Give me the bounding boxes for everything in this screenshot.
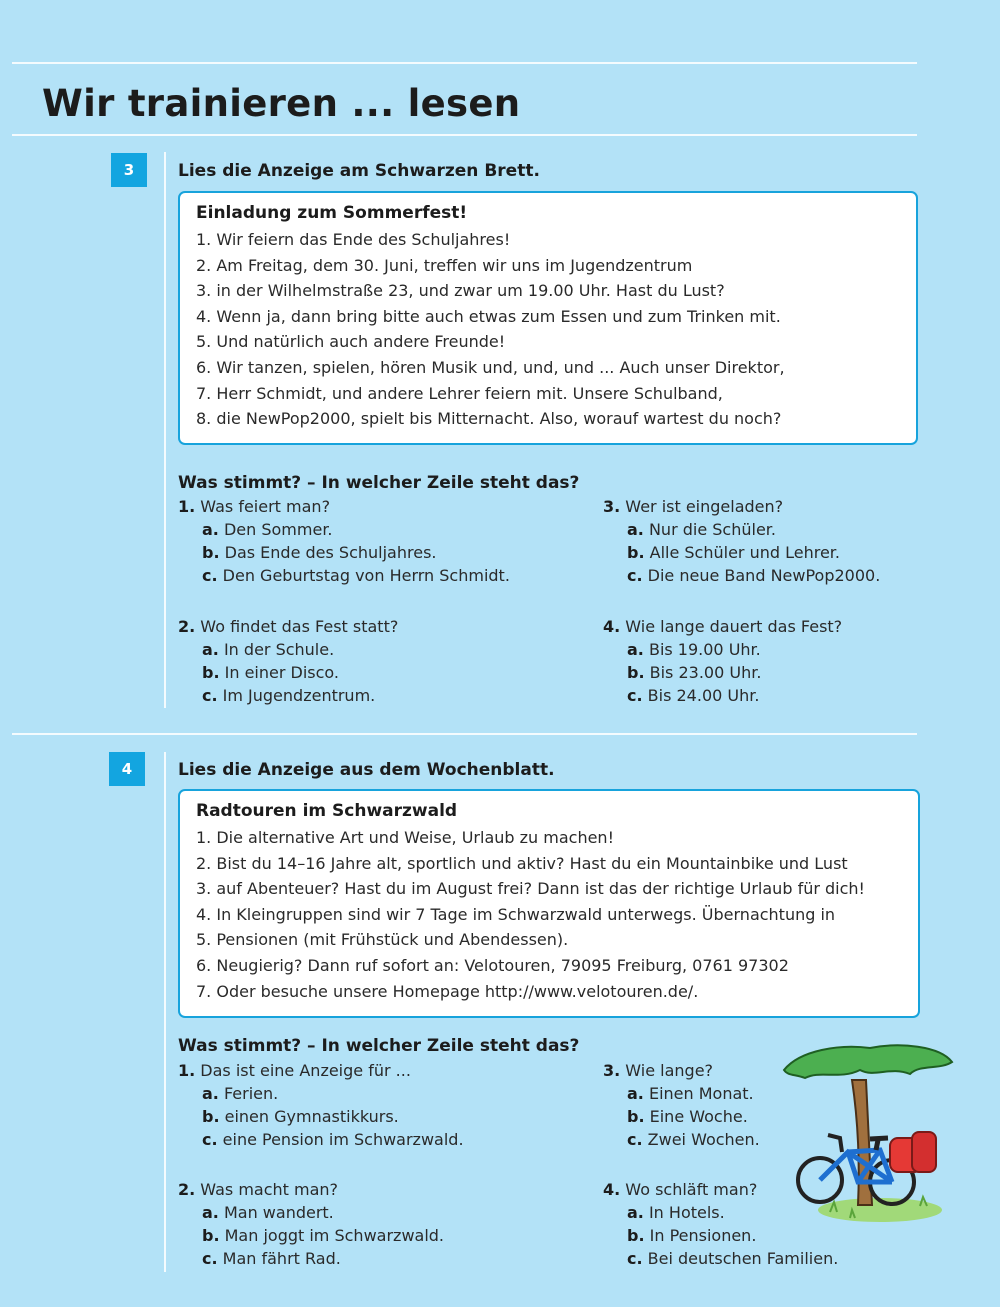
exercise-3-number-badge: 3 <box>111 153 147 187</box>
question-number: 2. <box>178 1180 196 1199</box>
answer-option-a[interactable]: a. Nur die Schüler. <box>627 520 776 539</box>
exercise-4-margin-line <box>164 752 166 1272</box>
exercise-4-notice-box <box>178 789 920 1018</box>
question-text: Wo schläft man? <box>620 1180 758 1199</box>
answer-option-b[interactable]: b. Das Ende des Schuljahres. <box>202 543 437 562</box>
question-text: Wie lange dauert das Fest? <box>620 617 843 636</box>
question-text: Wie lange? <box>620 1061 714 1080</box>
answer-option-a[interactable]: a. Bis 19.00 Uhr. <box>627 640 761 659</box>
page-title: Wir trainieren ... lesen <box>42 82 521 125</box>
exercise-3-question-2 <box>178 617 398 705</box>
answer-option-a[interactable]: a. In Hotels. <box>627 1203 725 1222</box>
answer-option-b[interactable]: b. einen Gymnastikkurs. <box>202 1107 399 1126</box>
section-divider <box>12 733 917 735</box>
notice-3-line-7: 7. Herr Schmidt, und andere Lehrer feiern mit. Unsere Schulband, <box>196 383 723 403</box>
answer-option-c[interactable]: c. Den Geburtstag von Herrn Schmidt. <box>202 566 510 585</box>
exercise-3-question-header: Was stimmt? – In welcher Zeile steht das? <box>178 473 580 493</box>
exercise-3-margin-line <box>164 152 166 708</box>
question-number: 4. <box>603 1180 621 1199</box>
question-text: Was feiert man? <box>195 497 331 516</box>
notice-3-line-5: 5. Und natürlich auch andere Freunde! <box>196 332 506 352</box>
notice-4-line-4: 4. In Kleingruppen sind wir 7 Tage im Schwarzwald unterwegs. Übernachtung in <box>196 904 836 924</box>
answer-option-c[interactable]: c. Bei deutschen Familien. <box>627 1249 839 1268</box>
answer-option-c[interactable]: c. eine Pension im Schwarzwald. <box>202 1130 464 1149</box>
question-number: 1. <box>178 497 196 516</box>
notice-3-line-1: 1. Wir feiern das Ende des Schuljahres! <box>196 230 511 249</box>
notice-4-line-1: 1. Die alternative Art und Weise, Urlaub zu machen! <box>196 828 614 847</box>
exercise-3-question-1 <box>178 497 510 585</box>
notice-3-line-3: 3. in der Wilhelmstraße 23, und zwar um 19.00 Uhr. Hast du Lust? <box>196 281 725 301</box>
notice-3-line-2: 2. Am Freitag, dem 30. Juni, treffen wir uns im Jugendzentrum <box>196 255 693 275</box>
exercise-3-notice-box <box>178 191 918 445</box>
exercise-4-number-badge: 4 <box>109 752 145 786</box>
answer-option-b[interactable]: b. Man joggt im Schwarzwald. <box>202 1226 445 1245</box>
answer-option-a[interactable]: a. Man wandert. <box>202 1203 334 1222</box>
answer-option-b[interactable]: b. Bis 23.00 Uhr. <box>627 663 762 682</box>
answer-option-c[interactable]: c. Zwei Wochen. <box>627 1130 760 1149</box>
notice-4-line-6: 6. Neugierig? Dann ruf sofort an: Velotouren, 79095 Freiburg, 0761 97302 <box>196 955 789 975</box>
notice-3-line-8: 8. die NewPop2000, spielt bis Mitternacht. Also, worauf wartest du noch? <box>196 409 782 429</box>
exercise-4-question-3 <box>603 1061 760 1149</box>
exercise-3-question-3 <box>603 497 880 585</box>
notice-3-line-4: 4. Wenn ja, dann bring bitte auch etwas zum Essen und zum Trinken mit. <box>196 306 781 326</box>
answer-option-a[interactable]: a. Den Sommer. <box>202 520 333 539</box>
exercise-4-question-1 <box>178 1061 464 1149</box>
answer-option-a[interactable]: a. Ferien. <box>202 1084 279 1103</box>
answer-option-b[interactable]: b. In Pensionen. <box>627 1226 757 1245</box>
answer-option-b[interactable]: b. In einer Disco. <box>202 663 339 682</box>
question-number: 3. <box>603 1061 621 1080</box>
bicycle-tree-illustration <box>780 1040 955 1245</box>
question-text: Wo findet das Fest statt? <box>195 617 399 636</box>
answer-option-b[interactable]: b. Eine Woche. <box>627 1107 748 1126</box>
question-number: 2. <box>178 617 196 636</box>
notice-4-title: Radtouren im Schwarzwald <box>196 801 458 821</box>
exercise-4-question-2 <box>178 1180 444 1268</box>
exercise-4-question-header: Was stimmt? – In welcher Zeile steht das? <box>178 1036 580 1056</box>
answer-option-a[interactable]: a. Einen Monat. <box>627 1084 754 1103</box>
notice-3-title: Einladung zum Sommerfest! <box>196 203 468 223</box>
exercise-3-question-4 <box>603 617 842 705</box>
question-number: 3. <box>603 497 621 516</box>
exercise-3-instruction: Lies die Anzeige am Schwarzen Brett. <box>178 161 540 181</box>
notice-4-line-5: 5. Pensionen (mit Frühstück und Abendessen). <box>196 930 569 950</box>
notice-4-line-3: 3. auf Abenteuer? Hast du im August frei? Dann ist das der richtige Urlaub für dich! <box>196 879 865 899</box>
question-number: 4. <box>603 617 621 636</box>
notice-4-line-7: 7. Oder besuche unsere Homepage http://www.velotouren.de/. <box>196 981 699 1001</box>
answer-option-b[interactable]: b. Alle Schüler und Lehrer. <box>627 543 840 562</box>
title-underline <box>12 134 917 136</box>
exercise-4-instruction: Lies die Anzeige aus dem Wochenblatt. <box>178 760 555 780</box>
answer-option-c[interactable]: c. Im Jugendzentrum. <box>202 686 376 705</box>
notice-3-line-6: 6. Wir tanzen, spielen, hören Musik und, und, und ... Auch unser Direktor, <box>196 357 785 377</box>
question-text: Das ist eine Anzeige für ... <box>195 1061 411 1080</box>
question-text: Wer ist eingeladen? <box>620 497 784 516</box>
question-number: 1. <box>178 1061 196 1080</box>
answer-option-a[interactable]: a. In der Schule. <box>202 640 335 659</box>
top-rule <box>12 62 917 64</box>
answer-option-c[interactable]: c. Bis 24.00 Uhr. <box>627 686 760 705</box>
question-text: Was macht man? <box>195 1180 339 1199</box>
answer-option-c[interactable]: c. Man fährt Rad. <box>202 1249 341 1268</box>
notice-4-line-2: 2. Bist du 14–16 Jahre alt, sportlich und aktiv? Hast du ein Mountainbike und Lust <box>196 853 848 873</box>
answer-option-c[interactable]: c. Die neue Band NewPop2000. <box>627 566 881 585</box>
